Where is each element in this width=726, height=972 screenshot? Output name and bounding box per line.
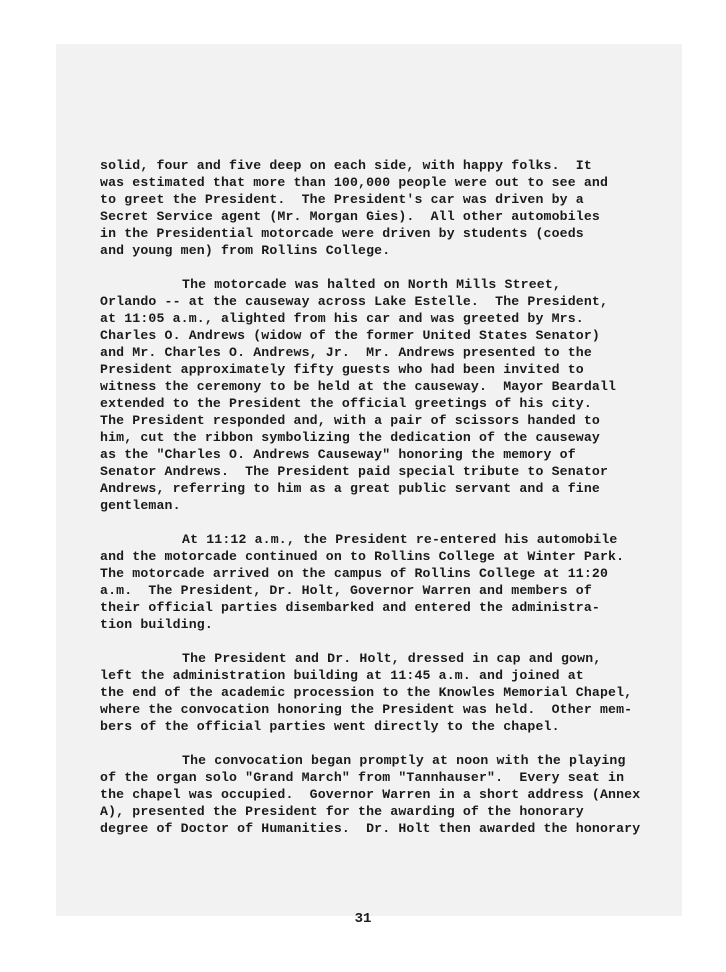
text-line: Andrews, referring to him as a great public servant and a fine (100, 481, 600, 496)
text-line: of the organ solo "Grand March" from "Tannhauser". Every seat in (100, 770, 625, 785)
text-line: and the motorcade continued on to Rollins College at Winter Park. (100, 549, 625, 564)
text-line: gentleman. (100, 498, 181, 513)
page-number: 31 (354, 911, 372, 927)
text-line: Orlando -- at the causeway across Lake Estelle. The President, (100, 294, 609, 309)
text-line: tion building. (100, 617, 213, 632)
text-line: and young men) from Rollins College. (100, 243, 391, 258)
text-line: solid, four and five deep on each side, with happy folks. It (100, 158, 592, 173)
document-body (100, 157, 660, 854)
text-line: left the administration building at 11:45 a.m. and joined at (100, 668, 584, 683)
text-line: the chapel was occupied. Governor Warren in a short address (Annex (100, 787, 641, 802)
text-line: The President and Dr. Holt, dressed in cap and gown, (182, 651, 602, 666)
paragraph-2 (100, 276, 660, 514)
text-line: The motorcade was halted on North Mills Street, (182, 277, 561, 292)
text-line: was estimated that more than 100,000 people were out to see and (100, 175, 609, 190)
text-line: bers of the official parties went directly to the chapel. (100, 719, 560, 734)
text-line: the end of the academic procession to the Knowles Memorial Chapel, (100, 685, 633, 700)
text-line: Secret Service agent (Mr. Morgan Gies). All other automobiles (100, 209, 600, 224)
paragraph-3 (100, 531, 660, 633)
text-line: President approximately fifty guests who had been invited to (100, 362, 584, 377)
paragraph-1 (100, 157, 660, 259)
text-line: where the convocation honoring the President was held. Other mem- (100, 702, 633, 717)
text-line: as the "Charles O. Andrews Causeway" honoring the memory of (100, 447, 576, 462)
text-line: degree of Doctor of Humanities. Dr. Holt then awarded the honorary (100, 821, 641, 836)
text-line: At 11:12 a.m., the President re-entered his automobile (182, 532, 618, 547)
text-line: to greet the President. The President's car was driven by a (100, 192, 584, 207)
text-line: a.m. The President, Dr. Holt, Governor Warren and members of (100, 583, 592, 598)
text-line: witness the ceremony to be held at the causeway. Mayor Beardall (100, 379, 617, 394)
text-line: The convocation began promptly at noon with the playing (182, 753, 626, 768)
text-line: at 11:05 a.m., alighted from his car and was greeted by Mrs. (100, 311, 584, 326)
text-line: him, cut the ribbon symbolizing the dedication of the causeway (100, 430, 600, 445)
text-line: Charles O. Andrews (widow of the former United States Senator) (100, 328, 600, 343)
text-line: extended to the President the official greetings of his city. (100, 396, 592, 411)
text-line: The President responded and, with a pair of scissors handed to (100, 413, 600, 428)
text-line: The motorcade arrived on the campus of Rollins College at 11:20 (100, 566, 609, 581)
text-line: Senator Andrews. The President paid special tribute to Senator (100, 464, 609, 479)
text-line: their official parties disembarked and entered the administra- (100, 600, 600, 615)
paragraph-5 (100, 752, 660, 837)
text-line: A), presented the President for the awarding of the honorary (100, 804, 584, 819)
text-line: in the Presidential motorcade were driven by students (coeds (100, 226, 584, 241)
paragraph-4 (100, 650, 660, 735)
text-line: and Mr. Charles O. Andrews, Jr. Mr. Andrews presented to the (100, 345, 592, 360)
